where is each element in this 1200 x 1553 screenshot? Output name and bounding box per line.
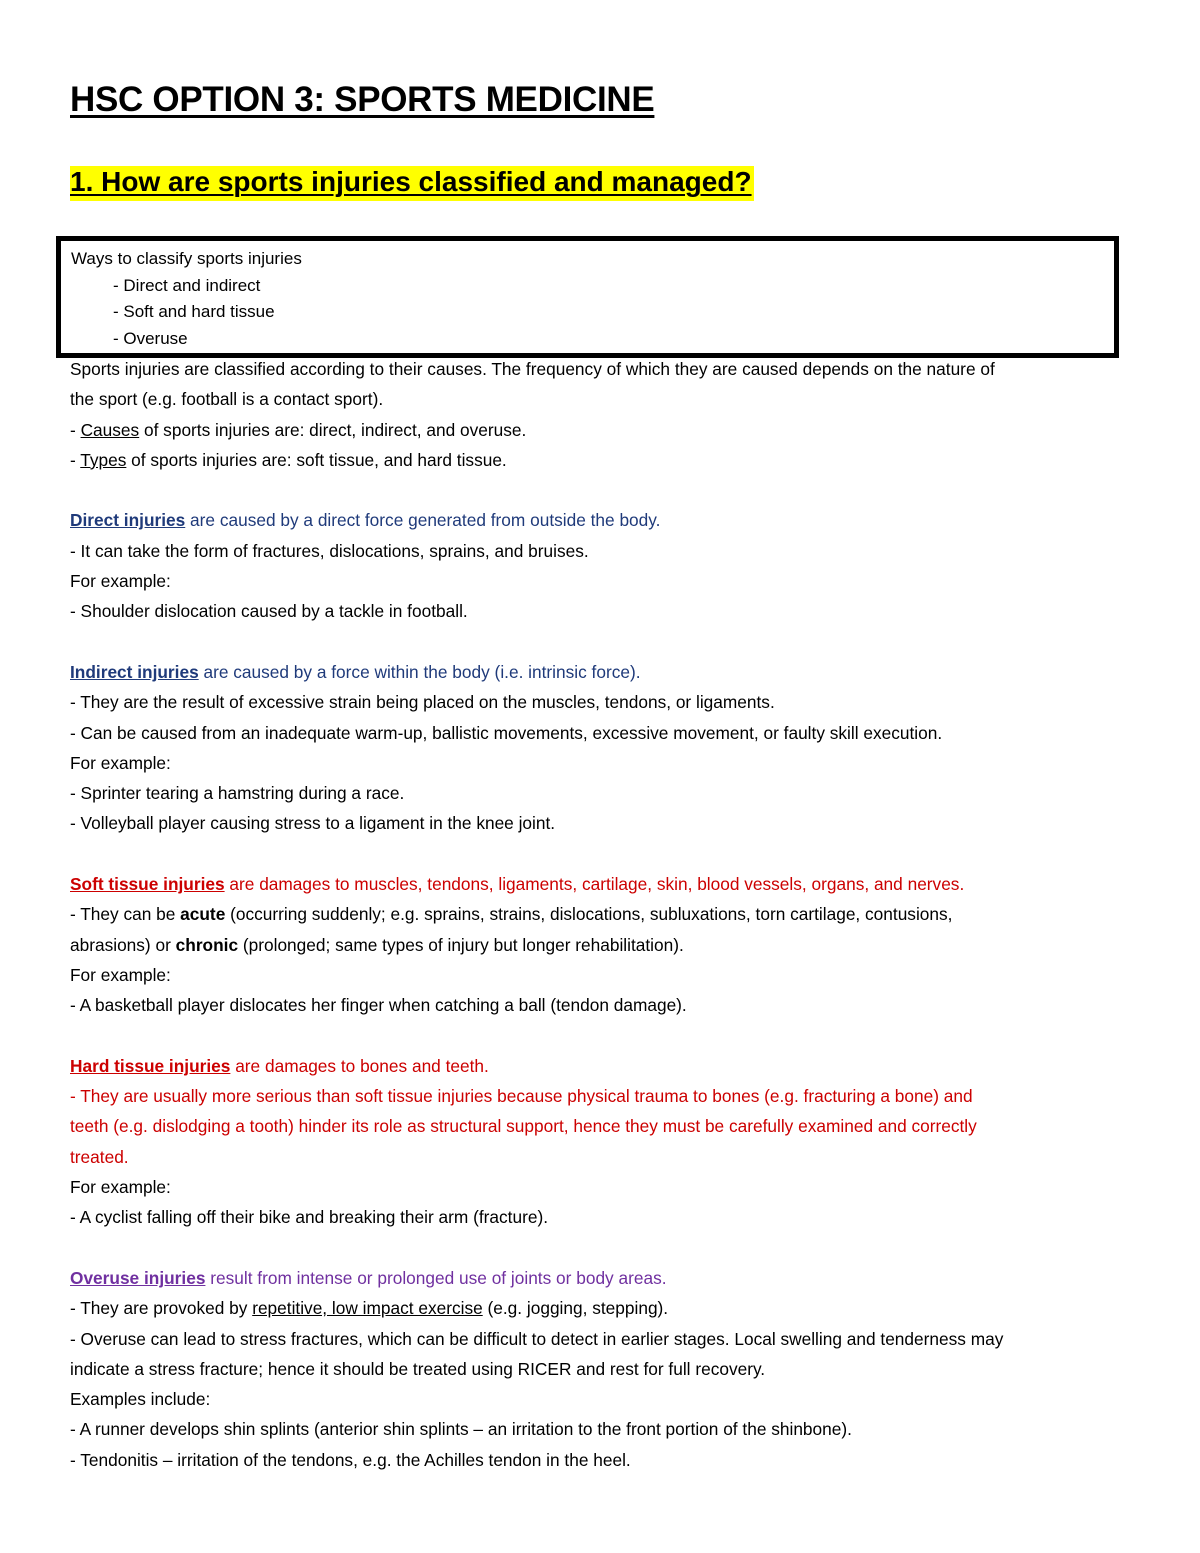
causes-text: of sports injuries are: direct, indirect, and overuse. [139, 419, 527, 440]
direct-definition [70, 505, 1140, 535]
hard-term: Hard tissue injuries [70, 1055, 231, 1076]
indirect-example-label: For example: [70, 752, 171, 773]
hard-line-3: treated. [70, 1146, 129, 1167]
box-item-overuse: - Overuse [113, 329, 188, 348]
highlighted-heading-text: 1. How are sports injuries classified and managed? [70, 166, 754, 201]
indirect-definition-text: are caused by a force within the body (i.e. intrinsic force). [198, 661, 641, 682]
intro-line-2: the sport (e.g. football is a contact sport). [70, 389, 384, 410]
intro-causes [70, 415, 1140, 445]
soft-example-label: For example: [70, 964, 171, 985]
intro-types [70, 445, 1140, 475]
soft-line-2-end: (prolonged; same types of injury but longer rehabilitation). [238, 934, 684, 955]
indirect-example-2: - Volleyball player causing stress to a ligament in the knee joint. [70, 813, 556, 834]
hard-definition [70, 1051, 1140, 1081]
indirect-example-1: - Sprinter tearing a hamstring during a race. [70, 783, 405, 804]
hard-example-label: For example: [70, 1177, 171, 1198]
soft-line-2 [70, 930, 1140, 960]
overuse-line-1 [70, 1293, 1140, 1323]
document-title: HSC OPTION 3: SPORTS MEDICINE [70, 80, 655, 119]
direct-example-1: - Shoulder dislocation caused by a tackle in football. [70, 601, 468, 622]
bullet-dash: - [70, 449, 81, 470]
box-intro: Ways to classify sports injuries [71, 249, 302, 268]
types-text: of sports injuries are: soft tissue, and hard tissue. [126, 449, 507, 470]
hard-definition-text: are damages to bones and teeth. [230, 1055, 489, 1076]
hard-line-2: teeth (e.g. dislodging a tooth) hinder its role as structural support, hence they must be carefully examined and correctly [70, 1116, 977, 1137]
soft-definition-text: are damages to muscles, tendons, ligaments, cartilage, skin, blood vessels, organs, and nerves. [224, 874, 965, 895]
overuse-example-label: Examples include: [70, 1389, 211, 1410]
causes-term: Causes [80, 419, 140, 440]
overuse-term: Overuse injuries [70, 1267, 206, 1288]
document-body [70, 354, 1140, 1475]
overuse-line-1-end: (e.g. jogging, stepping). [482, 1298, 669, 1319]
section-heading [70, 166, 754, 198]
indirect-line-1: - They are the result of excessive strain being placed on the muscles, tendons, or ligaments. [70, 692, 775, 713]
overuse-line-1-start: - They are provoked by [70, 1298, 253, 1319]
soft-line-2-start: abrasions) or [70, 934, 176, 955]
overuse-line-2: - Overuse can lead to stress fractures, which can be difficult to detect in earlier stages. Local swelling and tenderness may [70, 1328, 1004, 1349]
soft-definition [70, 869, 1140, 899]
intro-line-1: Sports injuries are classified according to their causes. The frequency of which they are caused depends on the nature of [70, 359, 995, 379]
types-term: Types [80, 449, 127, 470]
box-item-soft-hard: - Soft and hard tissue [113, 302, 275, 321]
overuse-example-2: - Tendonitis – irritation of the tendons, e.g. the Achilles tendon in the heel. [70, 1449, 631, 1470]
indirect-line-2: - Can be caused from an inadequate warm-up, ballistic movements, excessive movement, or faulty skill execution. [70, 722, 943, 743]
indirect-definition [70, 657, 1140, 687]
classification-box [56, 236, 1119, 358]
indirect-term: Indirect injuries [70, 661, 199, 682]
direct-definition-text: are caused by a direct force generated from outside the body. [185, 510, 661, 531]
soft-line-1 [70, 899, 1140, 929]
direct-term: Direct injuries [70, 510, 186, 531]
direct-line-1: - It can take the form of fractures, dislocations, sprains, and bruises. [70, 540, 589, 561]
overuse-definition [70, 1263, 1140, 1293]
acute-term: acute [180, 904, 226, 925]
chronic-term: chronic [175, 934, 239, 955]
overuse-definition-text: result from intense or prolonged use of joints or body areas. [205, 1267, 667, 1288]
soft-line-1-end: (occurring suddenly; e.g. sprains, strains, dislocations, subluxations, torn cartilage, contusions, [225, 904, 953, 925]
box-item-direct-indirect: - Direct and indirect [113, 276, 261, 295]
soft-example-1: - A basketball player dislocates her finger when catching a ball (tendon damage). [70, 995, 687, 1016]
overuse-line-3: indicate a stress fracture; hence it should be treated using RICER and rest for full recovery. [70, 1358, 766, 1379]
bullet-dash: - [70, 419, 81, 440]
direct-example-label: For example: [70, 571, 171, 592]
overuse-example-1: - A runner develops shin splints (anterior shin splints – an irritation to the front portion of the shinbone). [70, 1419, 852, 1440]
soft-line-1-start: - They can be [70, 904, 181, 925]
soft-term: Soft tissue injuries [70, 874, 225, 895]
hard-example-1: - A cyclist falling off their bike and breaking their arm (fracture). [70, 1207, 549, 1228]
hard-line-1: - They are usually more serious than soft tissue injuries because physical trauma to bones (e.g. fracturing a bone) and [70, 1086, 973, 1107]
overuse-line-1-term: repetitive, low impact exercise [252, 1298, 483, 1319]
